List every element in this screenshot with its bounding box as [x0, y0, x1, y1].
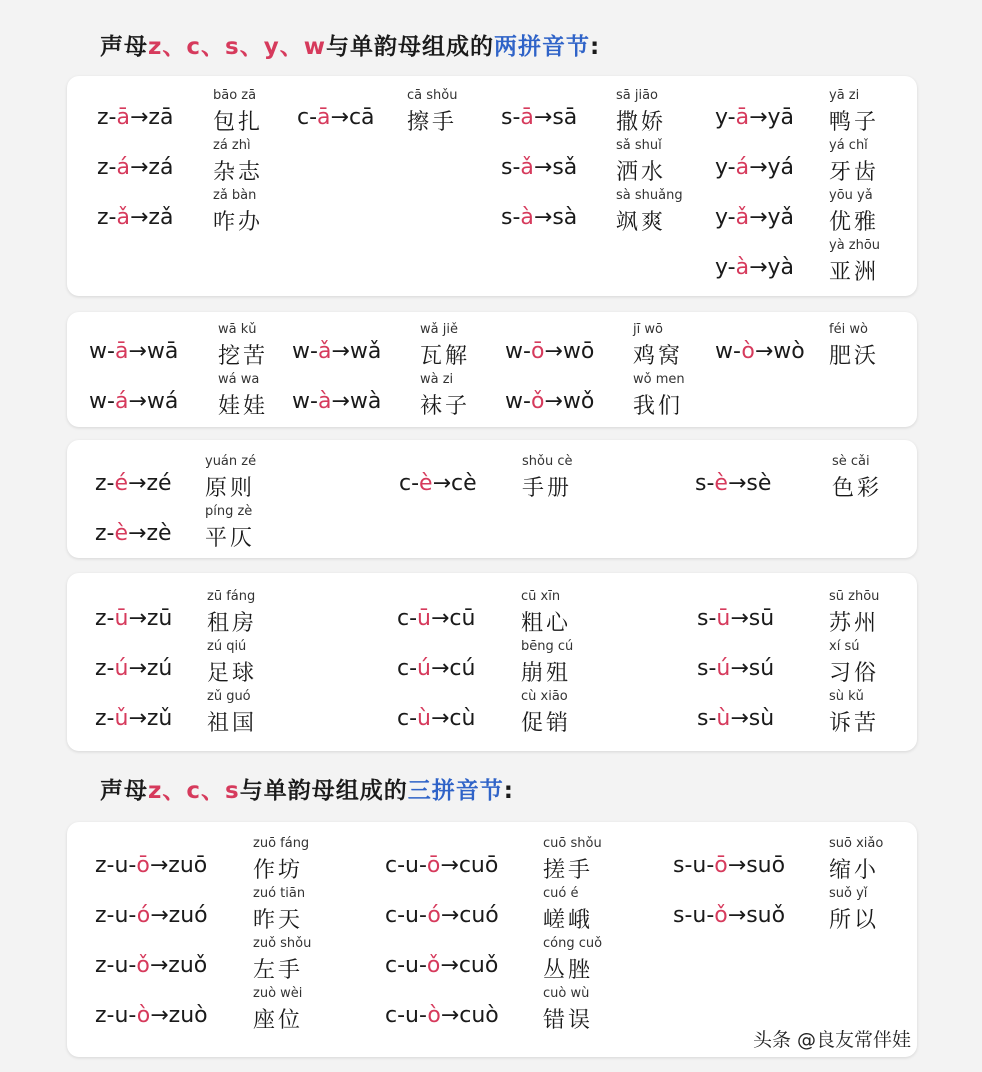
- formula-result: →zuó: [150, 903, 208, 928]
- syllable-formula: [673, 853, 785, 878]
- syllable-formula: [95, 471, 172, 496]
- formula-result: →zuō: [149, 853, 208, 878]
- formula-tone-vowel: ò: [741, 339, 755, 364]
- formula-initial: c-u-: [385, 1003, 428, 1028]
- example-word: 咋办: [213, 210, 264, 235]
- formula-tone-vowel: ó: [136, 903, 151, 928]
- word-pinyin: shǒu cè: [522, 454, 573, 469]
- syllable-formula: [697, 706, 774, 731]
- formula-initial: w-: [292, 389, 318, 414]
- example-word: 粗心: [521, 611, 572, 636]
- formula-initial: y-: [715, 205, 736, 230]
- formula-initial: s-: [697, 606, 717, 631]
- formula-initial: y-: [715, 255, 736, 280]
- formula-result: →cú: [431, 656, 476, 681]
- syllable-formula: [385, 853, 498, 878]
- formula-tone-vowel: ú: [417, 656, 431, 681]
- word-pinyin: yōu yǎ: [829, 188, 873, 203]
- formula-result: →suō: [727, 853, 786, 878]
- example-word: 鸭子: [829, 110, 880, 135]
- example-word: 鸡窝: [633, 344, 684, 369]
- word-pinyin: cuó é: [543, 886, 579, 901]
- formula-result: →wǒ: [544, 389, 595, 414]
- syllable-formula: [505, 339, 594, 364]
- formula-result: →cuó: [440, 903, 499, 928]
- formula-tone-vowel: ǎ: [735, 205, 750, 230]
- word-pinyin: féi wò: [829, 322, 868, 337]
- formula-initial: y-: [715, 105, 736, 130]
- formula-result: →cù: [431, 706, 476, 731]
- example-word: 崩殂: [521, 661, 572, 686]
- word-pinyin: wǒ men: [633, 372, 685, 387]
- word-pinyin: sǎ shuǐ: [616, 138, 662, 153]
- formula-result: →yǎ: [749, 205, 794, 230]
- formula-tone-vowel: ǒ: [136, 953, 150, 978]
- formula-result: →sú: [730, 656, 775, 681]
- syllable-formula: [97, 105, 173, 130]
- example-word: 丛脞: [543, 958, 594, 983]
- formula-result: →sù: [730, 706, 775, 731]
- formula-result: →zū: [128, 606, 173, 631]
- section-title-two-letter: [100, 28, 600, 61]
- formula-initial: z-u-: [95, 1003, 137, 1028]
- word-pinyin: xí sú: [829, 639, 860, 654]
- panel-zuo-cuo-suo: [67, 822, 917, 1057]
- formula-tone-vowel: ú: [716, 656, 731, 681]
- example-word: 娃娃: [218, 394, 269, 419]
- word-pinyin: wá wa: [218, 372, 260, 387]
- syllable-formula: [385, 1003, 499, 1028]
- formula-tone-vowel: è: [114, 521, 129, 546]
- example-word: 搓手: [543, 858, 594, 883]
- formula-initial: z-u-: [95, 853, 137, 878]
- word-pinyin: yà zhōu: [829, 238, 881, 253]
- word-pinyin: zuǒ shǒu: [253, 936, 312, 951]
- formula-result: →wò: [754, 339, 805, 364]
- formula-tone-vowel: ā: [317, 105, 331, 130]
- formula-tone-vowel: ǒ: [426, 953, 441, 978]
- formula-tone-vowel: ā: [114, 339, 129, 364]
- syllable-formula: [89, 339, 178, 364]
- formula-initial: s-u-: [673, 853, 715, 878]
- syllable-formula: [292, 339, 381, 364]
- formula-initial: w-: [292, 339, 318, 364]
- formula-initial: c-u-: [385, 853, 427, 878]
- word-pinyin: zǎ bàn: [213, 188, 257, 203]
- formula-result: →wá: [128, 389, 179, 414]
- formula-result: →wà: [331, 389, 382, 414]
- formula-tone-vowel: ō: [714, 853, 728, 878]
- word-pinyin: cóng cuǒ: [543, 936, 603, 951]
- formula-result: →cuō: [440, 853, 499, 878]
- formula-initial: s-: [501, 205, 521, 230]
- formula-result: →wǎ: [331, 339, 382, 364]
- formula-tone-vowel: ū: [114, 606, 129, 631]
- word-pinyin: cù xiāo: [521, 689, 568, 704]
- word-pinyin: sà shuǎng: [616, 188, 683, 203]
- syllable-formula: [399, 471, 477, 496]
- panel-za-ca-sa-ya: [67, 76, 917, 296]
- syllable-formula: [715, 105, 794, 130]
- syllable-formula: [673, 903, 785, 928]
- formula-tone-vowel: ā: [520, 105, 534, 130]
- syllable-formula: [95, 706, 172, 731]
- formula-initial: s-: [695, 471, 715, 496]
- formula-initial: z-: [95, 471, 115, 496]
- formula-initial: w-: [505, 389, 531, 414]
- formula-initial: z-: [97, 205, 117, 230]
- word-pinyin: bēng cú: [521, 639, 574, 654]
- example-word: 租房: [207, 611, 258, 636]
- example-word: 挖苦: [218, 344, 269, 369]
- formula-initial: z-: [97, 155, 117, 180]
- formula-initial: c-: [397, 706, 418, 731]
- example-word: 杂志: [213, 160, 264, 185]
- formula-initial: c-u-: [385, 903, 428, 928]
- example-word: 错误: [543, 1008, 594, 1033]
- syllable-formula: [95, 521, 172, 546]
- formula-tone-vowel: è: [714, 471, 728, 496]
- example-word: 足球: [207, 661, 258, 686]
- formula-result: →wō: [544, 339, 595, 364]
- word-pinyin: zá zhì: [213, 138, 251, 153]
- formula-tone-vowel: á: [735, 155, 750, 180]
- example-word: 包扎: [213, 110, 264, 135]
- formula-result: →sū: [730, 606, 775, 631]
- word-pinyin: wà zi: [420, 372, 454, 387]
- example-word: 优雅: [829, 210, 880, 235]
- example-word: 手册: [522, 476, 573, 501]
- syllable-formula: [501, 155, 577, 180]
- example-word: 平仄: [205, 526, 256, 551]
- formula-initial: z-: [95, 606, 115, 631]
- formula-initial: s-u-: [673, 903, 715, 928]
- title-mid: 与单韵母组成的: [239, 778, 408, 804]
- example-word: 缩小: [829, 858, 880, 883]
- formula-tone-vowel: ǎ: [116, 205, 130, 230]
- section-title-three-letter: [100, 772, 514, 805]
- formula-initial: w-: [715, 339, 742, 364]
- syllable-formula: [501, 105, 577, 130]
- formula-tone-vowel: ō: [530, 339, 545, 364]
- formula-result: →cuǒ: [440, 953, 499, 978]
- formula-initial: s-: [697, 656, 717, 681]
- formula-result: →zǎ: [129, 205, 174, 230]
- formula-initial: z-: [95, 521, 115, 546]
- word-pinyin: zuò wèi: [253, 986, 303, 1001]
- example-word: 习俗: [829, 661, 880, 686]
- syllable-formula: [397, 656, 475, 681]
- formula-initial: w-: [89, 339, 115, 364]
- syllable-formula: [95, 953, 207, 978]
- formula-initial: c-: [397, 606, 418, 631]
- example-word: 左手: [253, 958, 304, 983]
- syllable-formula: [95, 656, 172, 681]
- formula-tone-vowel: ǒ: [530, 389, 545, 414]
- example-word: 色彩: [832, 476, 883, 501]
- word-pinyin: zú qiú: [207, 639, 247, 654]
- title-suffix: :: [503, 778, 514, 804]
- formula-result: →sā: [533, 105, 578, 130]
- formula-result: →yá: [749, 155, 794, 180]
- example-word: 瓦解: [420, 344, 471, 369]
- formula-initial: y-: [715, 155, 736, 180]
- formula-result: →suǒ: [727, 903, 786, 928]
- word-pinyin: yuán zé: [205, 454, 257, 469]
- formula-result: →zú: [128, 656, 173, 681]
- formula-tone-vowel: ā: [116, 105, 130, 130]
- word-pinyin: zǔ guó: [207, 689, 251, 704]
- formula-result: →zǔ: [128, 706, 173, 731]
- syllable-formula: [95, 903, 208, 928]
- example-word: 亚洲: [829, 260, 880, 285]
- formula-tone-vowel: ǎ: [317, 339, 332, 364]
- example-word: 我们: [633, 394, 684, 419]
- formula-tone-vowel: é: [114, 471, 129, 496]
- formula-tone-vowel: ó: [427, 903, 441, 928]
- formula-initial: s-: [501, 155, 521, 180]
- formula-tone-vowel: á: [116, 155, 130, 180]
- example-word: 牙齿: [829, 160, 880, 185]
- title-emphasis: 三拼音节: [407, 778, 504, 804]
- word-pinyin: píng zè: [205, 504, 253, 519]
- word-pinyin: zuó tiān: [253, 886, 306, 901]
- formula-initial: w-: [89, 389, 115, 414]
- example-word: 洒水: [616, 160, 667, 185]
- example-word: 原则: [205, 476, 256, 501]
- example-word: 所以: [829, 908, 880, 933]
- syllable-formula: [715, 339, 805, 364]
- formula-tone-vowel: ā: [735, 105, 750, 130]
- example-word: 祖国: [207, 711, 258, 736]
- example-word: 肥沃: [829, 344, 880, 369]
- syllable-formula: [292, 389, 381, 414]
- word-pinyin: sè cǎi: [832, 454, 870, 469]
- formula-initial: z-u-: [95, 903, 137, 928]
- formula-initial: z-: [97, 105, 117, 130]
- formula-tone-vowel: ù: [716, 706, 731, 731]
- word-pinyin: cuò wù: [543, 986, 590, 1001]
- word-pinyin: sù kǔ: [829, 689, 864, 704]
- formula-result: →cū: [431, 606, 476, 631]
- formula-tone-vowel: ú: [114, 656, 129, 681]
- formula-result: →sǎ: [533, 155, 578, 180]
- formula-result: →cè: [432, 471, 477, 496]
- formula-initial: s-: [501, 105, 521, 130]
- syllable-formula: [397, 706, 475, 731]
- formula-tone-vowel: ǒ: [714, 903, 728, 928]
- formula-tone-vowel: ō: [136, 853, 150, 878]
- syllable-formula: [385, 953, 498, 978]
- example-word: 飒爽: [616, 210, 667, 235]
- title-mid: 与单韵母组成的: [325, 34, 494, 60]
- word-pinyin: jī wō: [633, 322, 663, 337]
- word-pinyin: suō xiǎo: [829, 836, 884, 851]
- formula-initial: s-: [697, 706, 717, 731]
- word-pinyin: sū zhōu: [829, 589, 880, 604]
- example-word: 撒娇: [616, 110, 667, 135]
- formula-initial: z-u-: [95, 953, 137, 978]
- example-word: 座位: [253, 1008, 304, 1033]
- word-pinyin: cuō shǒu: [543, 836, 602, 851]
- formula-initial: z-: [95, 656, 115, 681]
- formula-tone-vowel: à: [317, 389, 332, 414]
- title-letters: z、c、s: [148, 778, 240, 804]
- formula-tone-vowel: ū: [716, 606, 731, 631]
- syllable-formula: [505, 389, 594, 414]
- word-pinyin: wǎ jiě: [420, 322, 458, 337]
- word-pinyin: cā shǒu: [407, 88, 458, 103]
- word-pinyin: yā zi: [829, 88, 860, 103]
- example-word: 诉苦: [829, 711, 880, 736]
- example-word: 苏州: [829, 611, 880, 636]
- formula-tone-vowel: ō: [426, 853, 441, 878]
- formula-tone-vowel: ū: [417, 606, 431, 631]
- formula-initial: w-: [505, 339, 531, 364]
- syllable-formula: [385, 903, 499, 928]
- formula-initial: z-: [95, 706, 115, 731]
- example-word: 作坊: [253, 858, 304, 883]
- syllable-formula: [715, 255, 794, 280]
- formula-result: →cuò: [440, 1003, 499, 1028]
- syllable-formula: [697, 606, 774, 631]
- title-emphasis: 两拼音节: [493, 34, 590, 60]
- word-pinyin: cū xīn: [521, 589, 561, 604]
- formula-result: →zè: [128, 521, 172, 546]
- formula-tone-vowel: è: [419, 471, 433, 496]
- formula-result: →zā: [129, 105, 174, 130]
- syllable-formula: [95, 1003, 208, 1028]
- formula-result: →wā: [128, 339, 179, 364]
- word-pinyin: wā kǔ: [218, 322, 257, 337]
- formula-initial: c-: [399, 471, 420, 496]
- formula-tone-vowel: ò: [136, 1003, 151, 1028]
- formula-result: →sà: [533, 205, 578, 230]
- syllable-formula: [95, 853, 207, 878]
- panel-wa-wo: [67, 312, 917, 427]
- formula-initial: c-: [297, 105, 318, 130]
- formula-result: →zá: [129, 155, 174, 180]
- title-prefix: 声母: [100, 778, 148, 804]
- formula-result: →yā: [749, 105, 794, 130]
- formula-result: →zé: [128, 471, 172, 496]
- formula-tone-vowel: ù: [417, 706, 431, 731]
- syllable-formula: [97, 205, 173, 230]
- panel-zu-cu-su: [67, 573, 917, 751]
- formula-result: →zuò: [150, 1003, 208, 1028]
- word-pinyin: zuō fáng: [253, 836, 310, 851]
- formula-tone-vowel: ǎ: [520, 155, 534, 180]
- formula-initial: c-: [397, 656, 418, 681]
- word-pinyin: bāo zā: [213, 88, 257, 103]
- formula-tone-vowel: à: [735, 255, 750, 280]
- formula-result: →zuǒ: [149, 953, 208, 978]
- syllable-formula: [95, 606, 172, 631]
- formula-result: →cā: [330, 105, 375, 130]
- formula-result: →sè: [727, 471, 772, 496]
- formula-initial: c-u-: [385, 953, 427, 978]
- syllable-formula: [697, 656, 774, 681]
- syllable-formula: [695, 471, 771, 496]
- formula-tone-vowel: à: [520, 205, 534, 230]
- syllable-formula: [97, 155, 173, 180]
- word-pinyin: sā jiāo: [616, 88, 659, 103]
- title-suffix: :: [589, 34, 601, 60]
- word-pinyin: suǒ yǐ: [829, 886, 868, 901]
- example-word: 促销: [521, 711, 572, 736]
- syllable-formula: [89, 389, 178, 414]
- panel-ze-ce-se: [67, 440, 917, 558]
- formula-tone-vowel: ǔ: [114, 706, 129, 731]
- syllable-formula: [715, 205, 794, 230]
- title-prefix: 声母: [100, 34, 148, 60]
- example-word: 嵯峨: [543, 908, 594, 933]
- watermark: 头条 @良友常伴娃: [753, 1029, 912, 1051]
- example-word: 袜子: [420, 394, 471, 419]
- formula-tone-vowel: á: [114, 389, 129, 414]
- formula-result: →yà: [749, 255, 794, 280]
- formula-tone-vowel: ò: [427, 1003, 441, 1028]
- example-word: 擦手: [407, 110, 458, 135]
- word-pinyin: yá chǐ: [829, 138, 868, 153]
- syllable-formula: [715, 155, 794, 180]
- syllable-formula: [397, 606, 475, 631]
- example-word: 昨天: [253, 908, 304, 933]
- word-pinyin: zū fáng: [207, 589, 256, 604]
- syllable-formula: [297, 105, 375, 130]
- syllable-formula: [501, 205, 577, 230]
- title-letters: z、c、s、y、w: [148, 34, 326, 60]
